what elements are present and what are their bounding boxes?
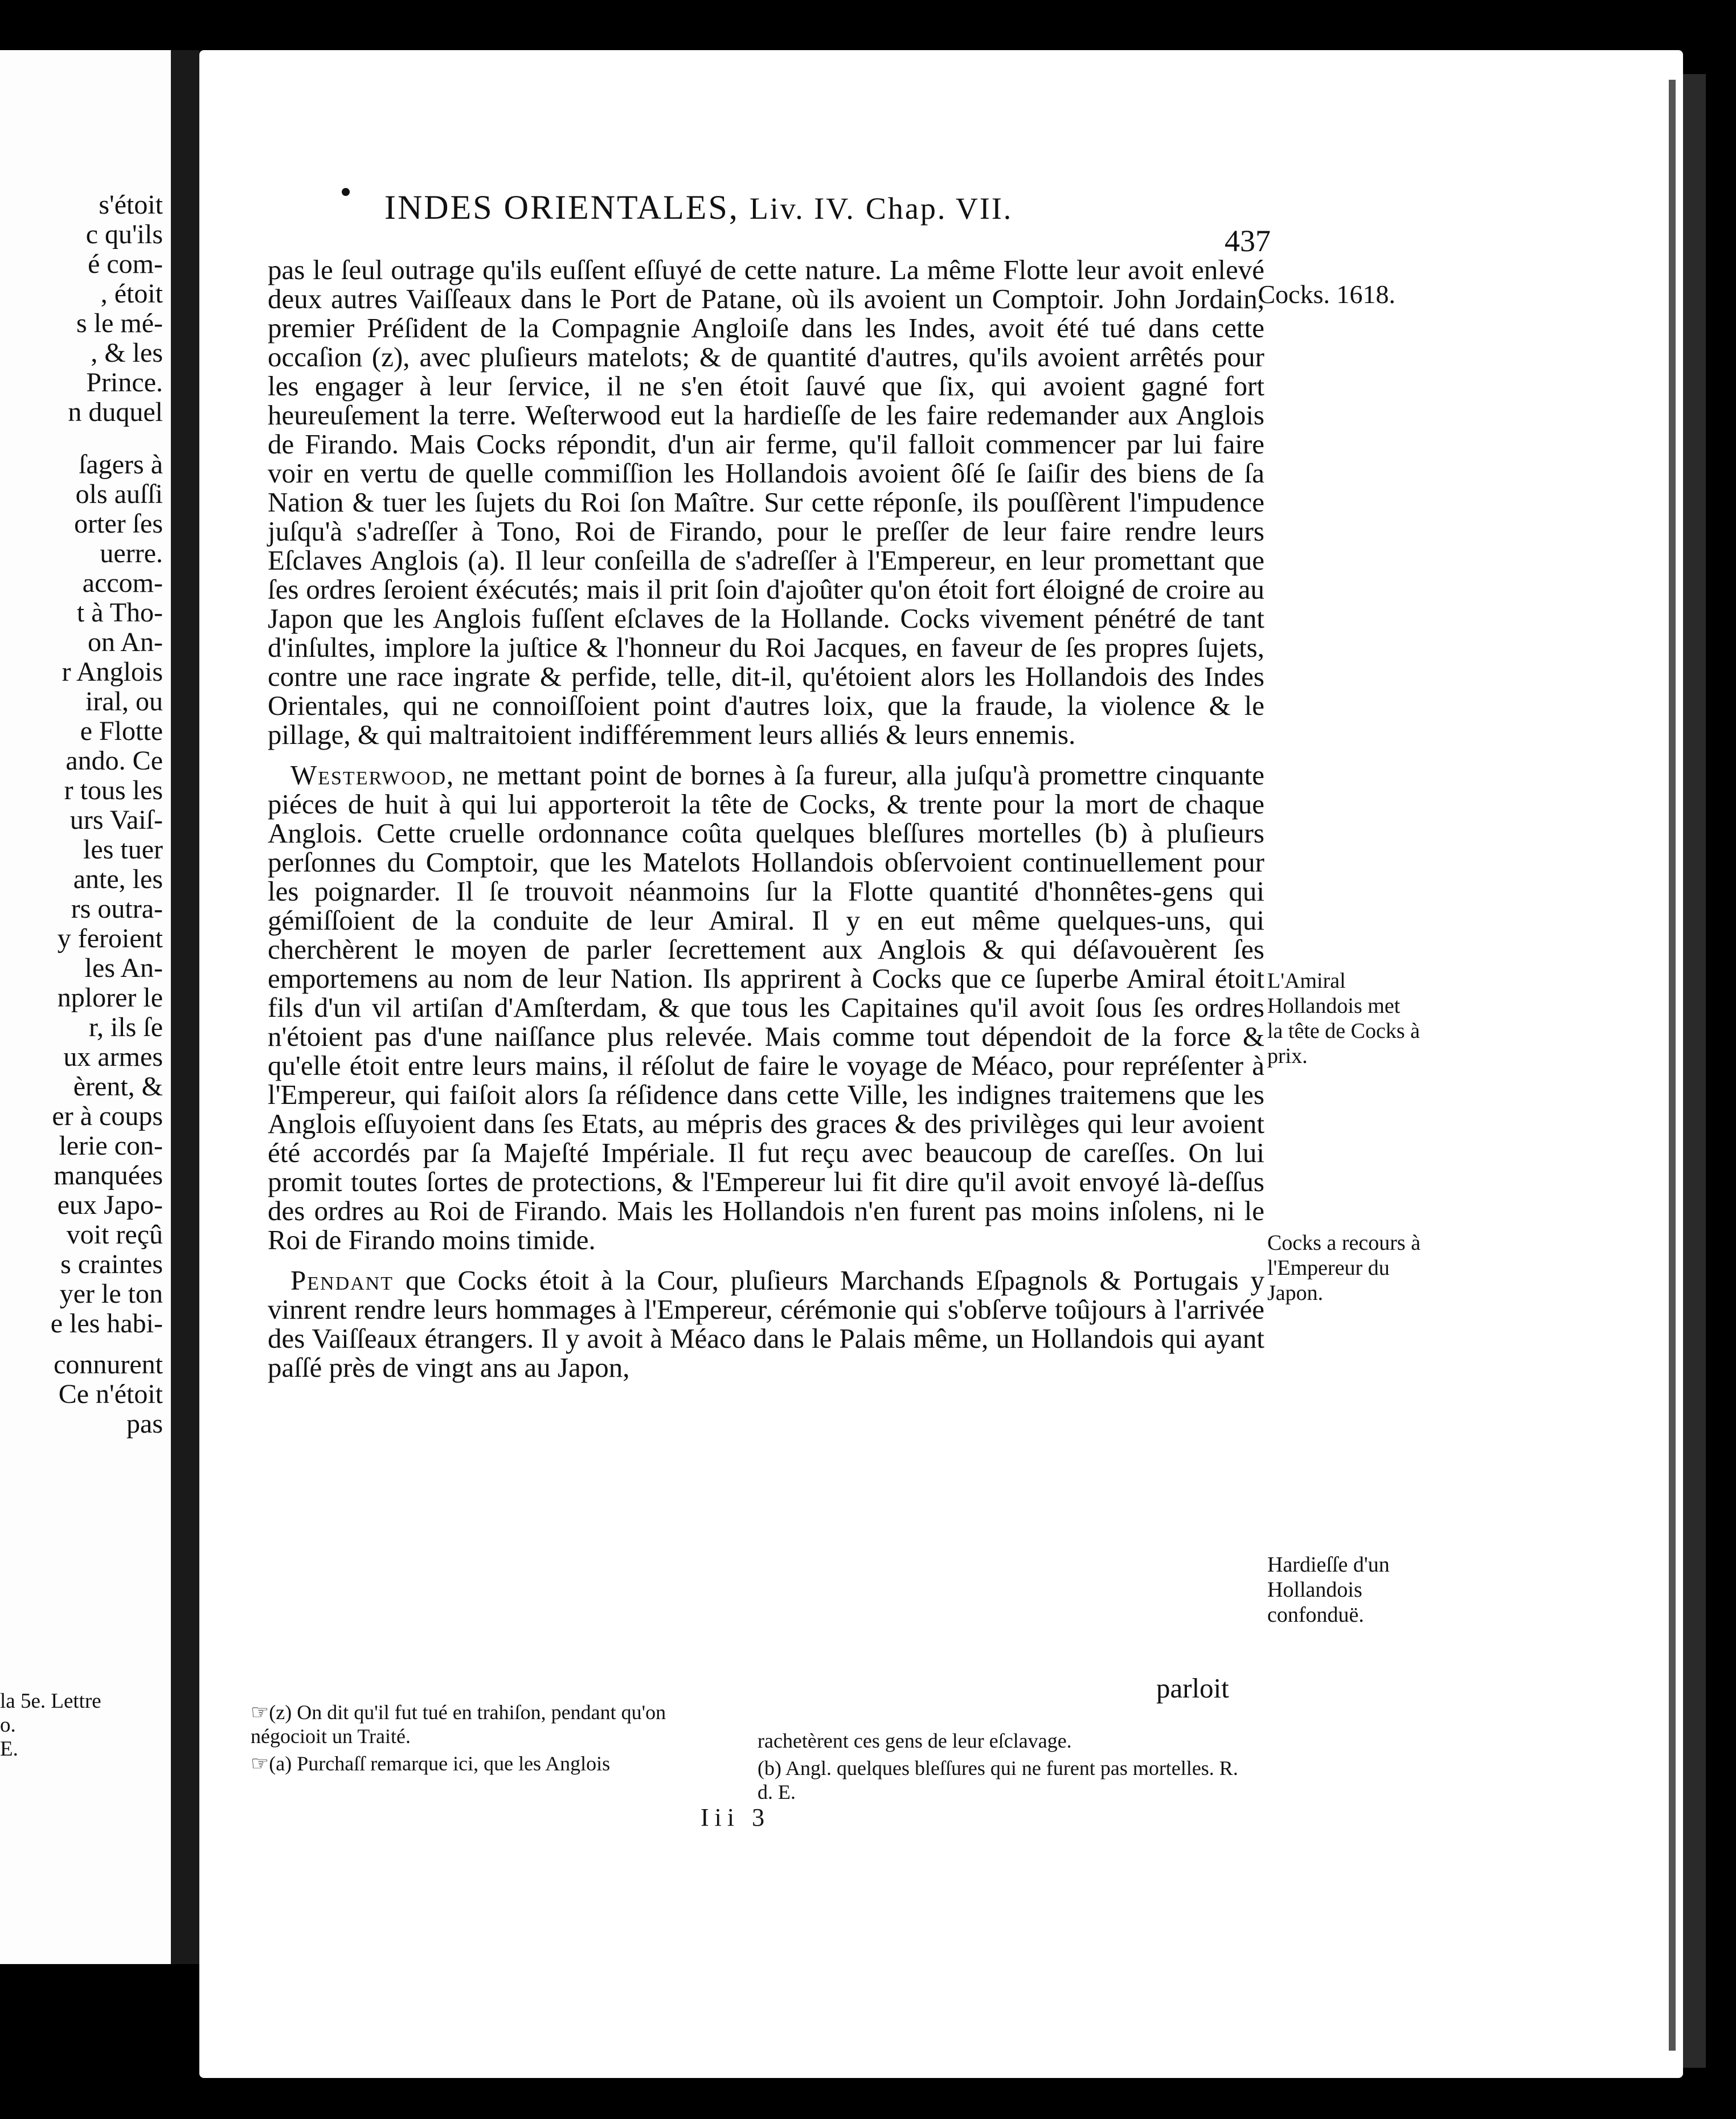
signature-mark: Iii 3	[701, 1803, 771, 1831]
left-page-fragment-line: ando. Ce	[65, 746, 163, 776]
margin-note-amiral: L'Amiral Hollandois met la tête de Cocks à prix.	[1267, 969, 1420, 1068]
book-number: Liv. IV.	[749, 191, 855, 226]
left-page-fragment-line: t à Tho-	[76, 598, 163, 628]
left-page-fragment-line: connurent	[54, 1349, 163, 1380]
left-page-fragment-line: accom-	[82, 568, 163, 598]
paragraph-3	[268, 1266, 1264, 1382]
left-page-fragment-line: y feroient	[57, 923, 163, 954]
book-gutter	[171, 50, 199, 1964]
footnote-z: ☞(z) On dit qu'il fut tué en trahiſon, pendant qu'on négocioit un Traité.	[251, 1701, 666, 1748]
left-page-fragment-line: iral, ou	[85, 686, 163, 717]
left-page-fragment	[0, 50, 171, 1964]
footnote-a: ☞(a) Purchaſſ remarque ici, que les Anglois	[251, 1752, 611, 1775]
left-page-fragment-line: r Anglois	[62, 657, 163, 687]
margin-note-recours: Cocks a recours à l'Empereur du Japon.	[1267, 1231, 1421, 1305]
running-title: INDES ORIENTALES,	[384, 189, 739, 226]
page-edge-inner	[1669, 80, 1676, 2051]
left-page-fragment-line: c qu'ils	[85, 219, 163, 249]
left-page-fragment-line: les An-	[84, 953, 163, 983]
left-page-fragment-line: r, ils ſe	[88, 1012, 163, 1042]
chapter-number: Chap. VII.	[865, 191, 1013, 226]
paragraph-1: pas le ſeul outrage qu'ils euſſent eſſuyé de cette nature. La même Flotte leur avoit enlevé deux autres Vaiſſeaux dans le Port de Patane, où ils avoient un Comptoir. John Jordain, premier Préſident de la Compagnie Angloiſe dans les Indes, avoit été tué dans cette occaſion (z), avec pluſieurs matelots; & de quantité d'autres, qu'ils avoient arrêtés pour les engager à leur ſervice, il ne s'en étoit ſauvé que ſix, qui avoient gagné fort heureuſement la terre. Weſterwood eut la hardieſſe de les faire redemander aux Anglois de Firando. Mais Cocks répondit, d'un air ferme, qu'il falloit commencer par lui faire voir en vertu de quelle commiſſion les Hollandois avoient ôſé ſe ſaiſir des biens de ſa Nation & tuer les ſujets du Roi ſon Maître. Sur cette réponſe, ils pouſſèrent l'impudence juſqu'à s'adreſſer à Tono, Roi de Firando, pour le preſſer de leur faire rendre leurs Eſclaves Anglois (a). Il leur conſeilla de s'adreſſer à l'Empereur, en leur promettant que ſes ordres ſeroient éxécutés; mais il prit ſoin d'ajoûter qu'on étoit fort éloigné de croire au Japon que les Anglois fuſſent eſclaves de la Hollande. Cocks vivement pénétré de tant d'inſultes, implore la juſtice & l'honneur du Roi Jacques, en faveur de ſes propres ſujets, contre une race ingrate & perfide, telle, dit-il, qu'étoient alors les Hollandois des Indes Orientales, qui ne connoiſſoient point d'autres loix, que la fraude, la violence & le pillage, & qui maltraitoient indifféremment leurs alliés & leurs ennemis.	[268, 254, 1264, 750]
page-edge	[1683, 74, 1706, 2068]
left-page-footnote-line: la 5e. Lettre	[0, 1690, 101, 1713]
catchword: parloit	[1156, 1672, 1229, 1704]
page-number: 437	[1225, 224, 1271, 258]
small-caps-word: Pendant	[290, 1265, 394, 1296]
left-page-fragment-line: voit reçû	[66, 1220, 163, 1250]
left-page-fragment-line: ux armes	[63, 1042, 163, 1072]
left-page-fragment-line: ante, les	[73, 864, 163, 894]
left-page-fragment-line: urs Vaiſ-	[69, 805, 163, 835]
left-page-fragment-line: er à coups	[52, 1101, 163, 1131]
left-page-fragment-line: , & les	[91, 338, 163, 368]
left-page-footnote-line: E.	[0, 1737, 18, 1761]
left-page-fragment-line: s craintes	[60, 1249, 163, 1279]
paragraph-2-text: , ne mettant point de bornes à ſa fureur, alla juſqu'à promettre cinquante piéces de huit à qui lui apporteroit la tête de Cocks, & trente pour la mort de chaque Anglois. Cette cruelle ordonnance coûta quelques bleſſures mortelles (b) à pluſieurs perſonnes du Comptoir, que les Matelots Hollandois obſervoient continuellement pour les poignarder. Il ſe trouvoit néanmoins ſur la Flotte quantité d'honnêtes-gens qui gémiſſoient de la conduite de leur Amiral. Il y en eut même quelques-uns, qui cherchèrent le moyen de parler ſecrettement aux Anglois & qui déſavouèrent ſes emportemens au nom de leur Nation. Ils apprirent à Cocks que ce ſuperbe Amiral étoit fils d'un vil artiſan d'Amſterdam, & que tous les Capitaines qu'il avoit ſous ſes ordres n'étoient pas d'une naiſſance plus relevée. Mais comme tout dépendoit de la force & qu'elle étoit entre leurs mains, il réſolut de faire le voyage de Méaco, pour repréſenter à l'Empereur, qui faiſoit alors ſa réſidence dans cette Ville, les indignes traitemens que les Anglois eſſuyoient dans ſes Etats, au mépris des graces & des privilèges qui leur avoient été accordés par ſa Majeſté Impériale. Il fut reçu avec beaucoup de careſſes. On lui promit toutes ſortes de protections, & l'Empereur lui fit dire qu'il avoit envoyé là-deſſus des ordres au Roi de Firando. Mais les Hollandois n'en furent pas moins inſolens, ni le Roi de Firando moins timide.	[268, 759, 1264, 1255]
left-page-fragment-line: Ce n'étoit	[58, 1379, 163, 1409]
left-page-footnote-line: o.	[0, 1713, 16, 1737]
left-page-fragment-line: s'étoit	[99, 190, 163, 220]
left-page-fragment-line: les tuer	[83, 834, 163, 865]
left-page-fragment-line: Prince.	[86, 367, 163, 398]
left-page-fragment-line: ols auſſi	[75, 479, 163, 509]
footnote-b: (b) Angl. quelques bleſſures qui ne furent pas mortelles. R. d. E.	[758, 1757, 1238, 1803]
left-page-fragment-line: lerie con-	[59, 1131, 163, 1161]
left-page-fragment-line: e Flotte	[80, 716, 163, 746]
paragraph-2	[268, 760, 1264, 1254]
left-page-fragment-line: ſagers à	[79, 449, 163, 480]
left-page-fragment-line: manquées	[54, 1160, 163, 1191]
ink-dot	[342, 188, 350, 196]
left-page-fragment-line: nplorer le	[57, 983, 163, 1013]
footnotes-left	[251, 1700, 740, 1776]
left-page-fragment-line: n duquel	[68, 397, 163, 427]
margin-note-date: Cocks. 1618.	[1258, 280, 1395, 309]
left-page-fragment-line: s le mé-	[76, 308, 163, 338]
footnotes-right	[758, 1729, 1242, 1804]
small-caps-word: Westerwood	[290, 759, 447, 791]
left-page-fragment-line: eux Japo-	[57, 1190, 163, 1220]
left-page-fragment-line: orter ſes	[74, 509, 163, 539]
left-page-fragment-line: pas	[126, 1409, 163, 1439]
left-page-fragment-line: , étoit	[100, 279, 163, 309]
main-text	[268, 255, 1264, 1393]
left-page-fragment-line: r tous les	[64, 775, 163, 805]
left-page-fragment-line: yer le ton	[59, 1279, 163, 1309]
left-page-fragment-line: èrent, &	[73, 1071, 163, 1102]
running-header	[384, 188, 1284, 227]
left-page-fragment-line: é com-	[88, 249, 163, 279]
left-page-fragment-line: e les habi-	[50, 1308, 163, 1339]
footnote-a-cont: rachetèrent ces gens de leur eſclavage.	[758, 1729, 1072, 1752]
paragraph-3-text: que Cocks étoit à la Cour, pluſieurs Marchands Eſpagnols & Portugais y vinrent rendre leurs hommages à l'Empereur, cérémonie qui s'obſerve toûjours à l'arrivée des Vaiſſeaux étrangers. Il y avoit à Méaco dans le Palais même, un Hollandois qui ayant paſſé près de vingt ans au Japon,	[268, 1265, 1264, 1383]
left-page-fragment-line: uerre.	[100, 538, 163, 568]
left-page-fragment-line: on An-	[88, 627, 163, 657]
left-page-fragment-line: rs outra-	[71, 894, 163, 924]
margin-note-hardiesse: Hardieſſe d'un Hollandois confonduë.	[1267, 1553, 1390, 1627]
